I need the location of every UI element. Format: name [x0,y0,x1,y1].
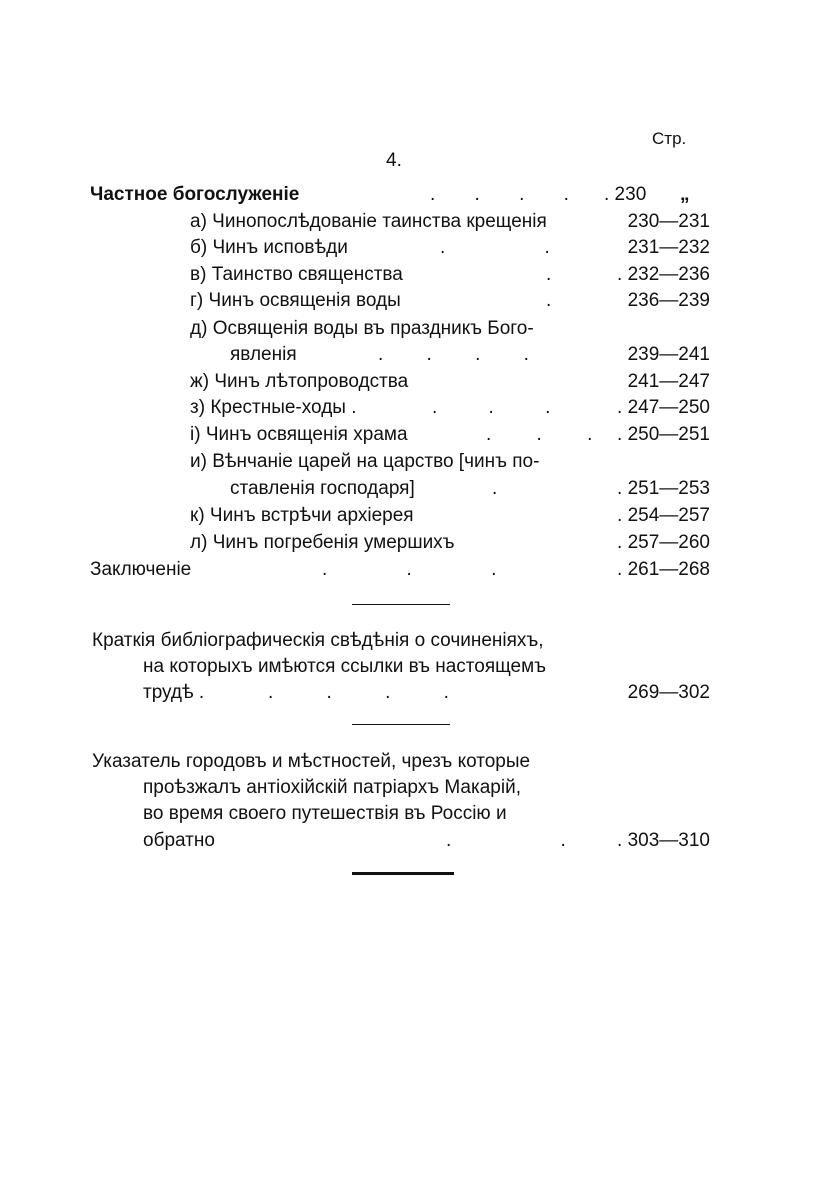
index-line-3: во время своего путешествія въ Россію и [143,803,507,824]
toc-item-a-text: а) Чинопослѣдованіе таинства крещенія [190,211,547,232]
toc-item-z-dots: . . . [432,397,553,418]
divider-end [352,872,454,875]
toc-item-g-pages: 236—239 [627,290,710,311]
section-title-pages: . 230 [604,184,647,205]
conclusion-text: Заключеніе [90,559,192,580]
toc-item-i-dots: . . . [486,424,595,445]
toc-item-a-pages: 230—231 [627,211,710,232]
toc-item-k-pages: . 254—257 [617,505,710,526]
toc-item-l-text: л) Чинъ погребенія умершихъ [190,532,455,553]
toc-item-k-text: к) Чинъ встрѣчи архіерея [190,505,414,526]
toc-item-b-pages: 231—232 [627,237,710,258]
page-number: 4. [386,150,402,171]
toc-item-z-pages: . 247—250 [617,397,710,418]
index-line-2: проѣзжалъ антіохійскій патріархъ Макарій, [143,777,521,798]
toc-item-i2-text: и) Вѣнчаніе царей на царство [чинъ по- [190,451,540,472]
toc-item-v-text: в) Таинство священства [190,264,403,285]
toc-item-g-dots: . [546,290,554,311]
toc-item-d-dots: . . . . [378,344,531,365]
biblio-line-1: Краткія библіографическія свѣдѣнія о сочиненіяхъ, [92,630,544,651]
toc-item-v-dots: . [546,264,554,285]
toc-item-i-pages: . 250—251 [617,424,710,445]
section-title-dots: . . . . [430,184,571,205]
page-column-label: Стр. [652,129,687,148]
section-title-mark: „ [680,184,690,205]
conclusion-dots: . . . [322,559,499,580]
toc-item-z-text: з) Крестные-ходы . [190,397,357,418]
toc-item-i2-dots: . [492,478,500,499]
toc-item-l-pages: . 257—260 [617,532,710,553]
index-pages: . 303—310 [617,830,710,851]
toc-item-g-text: г) Чинъ освященія воды [190,290,401,311]
toc-item-zh-pages: 241—247 [627,371,710,392]
toc-item-d-text: д) Освященія воды въ праздникъ Бого- [190,318,534,339]
toc-item-i2-pages: . 251—253 [617,478,710,499]
index-dots: . . [446,830,568,851]
toc-item-zh-text: ж) Чинъ лѣтопроводства [190,371,409,392]
toc-item-d-pages: 239—241 [627,344,710,365]
index-line-1: Указатель городовъ и мѣстностей, чрезъ которые [92,751,531,772]
toc-item-b-dots: . . [440,237,552,258]
toc-item-v-pages: . 232—236 [617,264,710,285]
section-title: Частное богослуженіе [90,184,300,205]
toc-item-d-continuation: явленія [230,344,297,365]
divider-1 [352,604,450,605]
divider-2 [352,724,450,725]
toc-item-i2-continuation: ставленія господаря] [230,478,415,499]
index-line-4: обратно [143,830,215,851]
biblio-line-2: на которыхъ имѣются ссылки въ настоящемъ [143,656,547,677]
toc-item-i-text: і) Чинъ освященія храма [190,424,408,445]
biblio-pages: 269—302 [627,682,710,703]
biblio-line-3: трудѣ . [143,682,205,703]
biblio-dots: . . . . [268,682,451,703]
conclusion-pages: . 261—268 [617,559,710,580]
toc-item-b-text: б) Чинъ исповѣди [190,237,348,258]
